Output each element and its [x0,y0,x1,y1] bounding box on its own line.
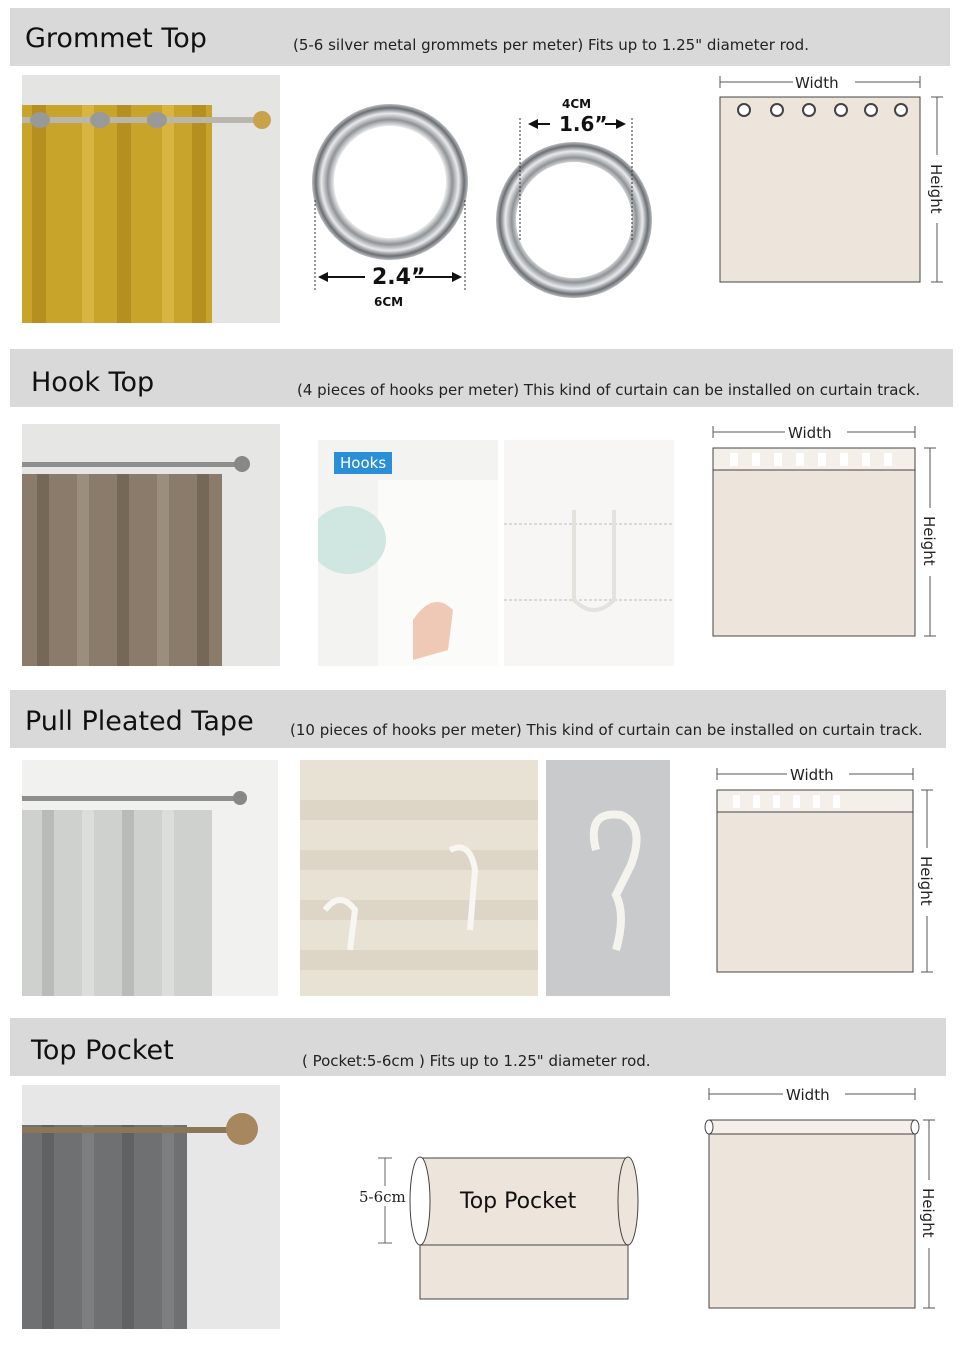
hooks-tag: Hooks [334,452,392,474]
section-header-hook [10,349,953,407]
pocket-label: Top Pocket [460,1189,577,1214]
section-description: ( Pocket:5-6cm ) Fits up to 1.25" diameter rod. [302,1052,651,1070]
pleat-hook-photo [546,760,670,996]
hooks-closeup-photo [318,440,498,666]
section-header-grommet [10,8,950,66]
height-label: Height [927,164,945,214]
section-title: Pull Pleated Tape [25,706,254,737]
grommet-curtain-photo [22,75,280,323]
width-label: Width [790,766,834,784]
width-label: Width [786,1086,830,1104]
section-title: Hook Top [31,367,155,398]
top-pocket-diagram [350,1148,650,1308]
section-header-pocket [10,1018,946,1076]
hook-size-diagram [700,420,950,645]
section-description: (4 pieces of hooks per meter) This kind of curtain can be installed on curtain track. [297,381,921,399]
pleated-size-diagram [705,762,955,982]
measure-small-unit: 4CM [562,97,592,111]
height-label: Height [920,516,938,566]
grommet-size-diagram [705,70,955,290]
hook-curtain-photo [22,424,280,666]
height-label: Height [919,1188,937,1238]
measure-large-unit: 6CM [374,295,404,309]
section-description: (5-6 silver metal grommets per meter) Fits up to 1.25" diameter rod. [293,36,809,54]
pocket-curtain-photo [22,1085,280,1329]
measure-small-label: 1.6” [559,112,608,136]
pleated-curtain-photo [22,760,278,996]
grommet-ring-diagram [300,90,670,320]
measure-large-label: 2.4” [372,265,426,290]
width-label: Width [795,74,839,92]
width-label: Width [788,424,832,442]
section-title: Grommet Top [25,23,207,54]
pocket-size-diagram [695,1082,950,1312]
hook-tape-photo [504,440,674,666]
section-title: Top Pocket [31,1035,174,1066]
height-label: Height [917,856,935,906]
pocket-size-label: 5-6cm [359,1188,406,1206]
section-header-pleated [10,690,946,748]
section-description: (10 pieces of hooks per meter) This kind of curtain can be installed on curtain track. [290,721,923,739]
pleated-tape-closeup-photo [300,760,538,996]
